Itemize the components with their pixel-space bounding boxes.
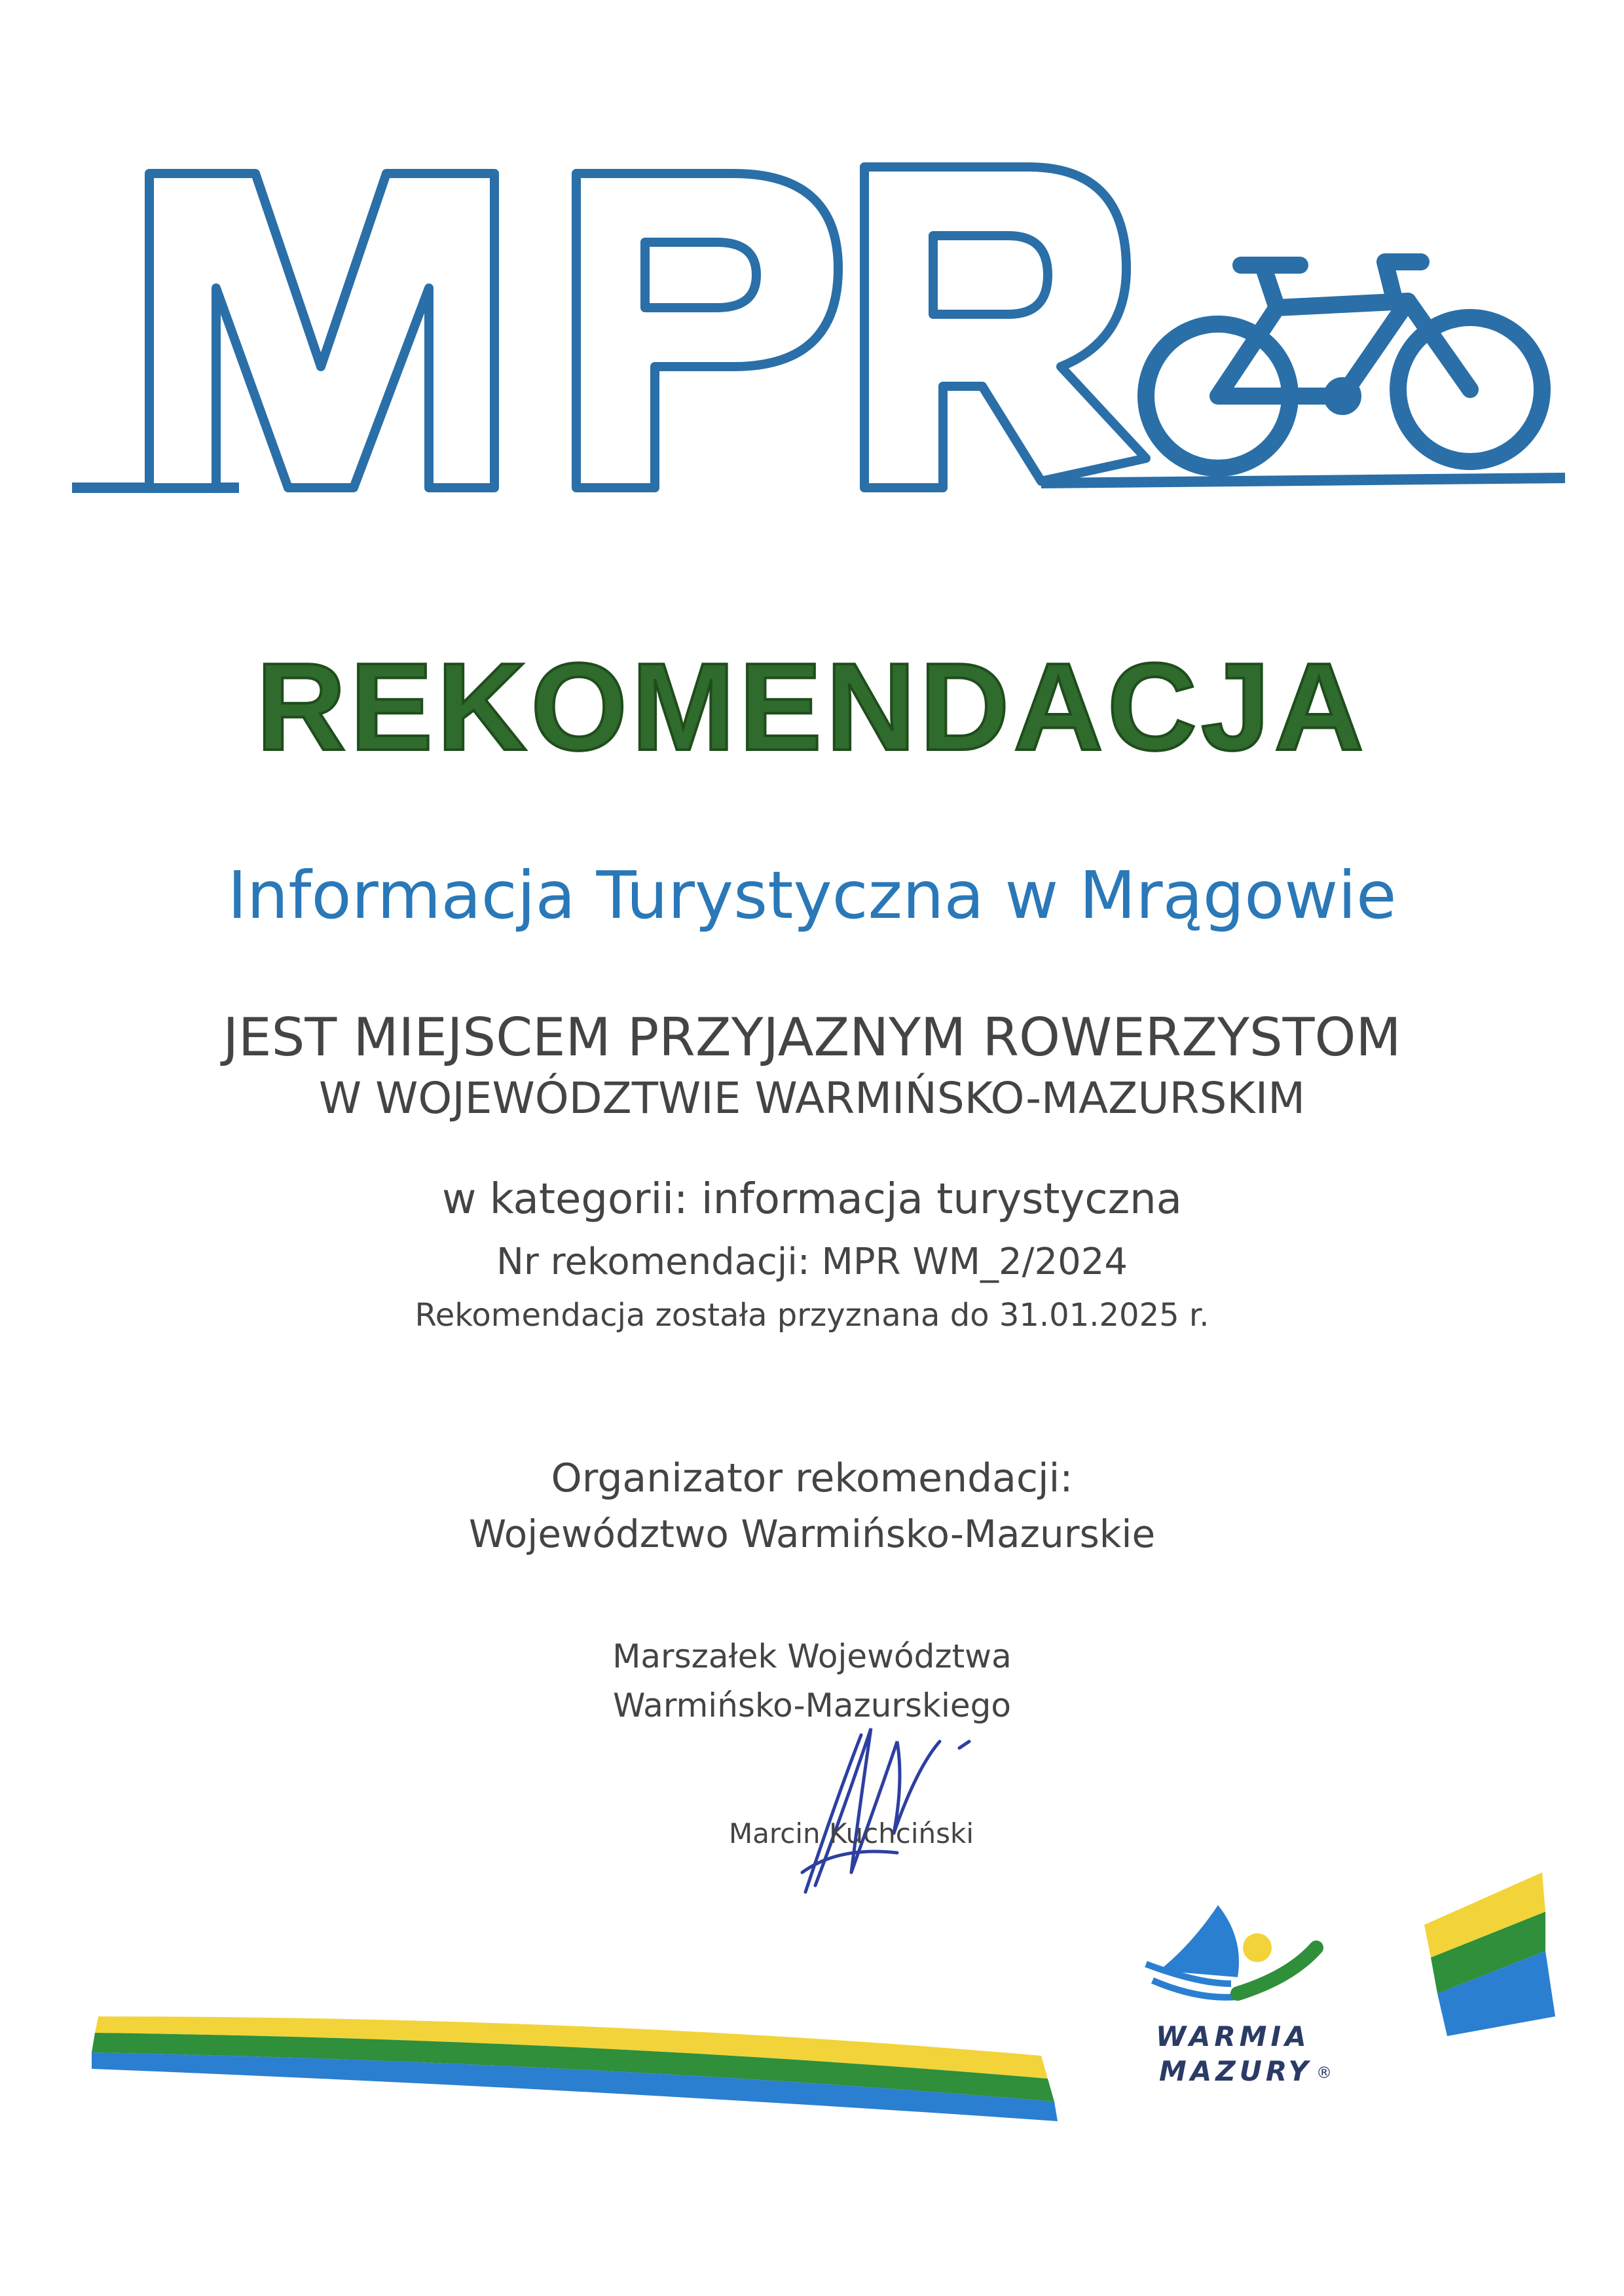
recipient-name: Informacja Turystyczna w Mrągowie — [227, 857, 1397, 934]
validity-line: Rekomendacja została przyznana do 31.01.2025 r. — [415, 1297, 1209, 1334]
signatory-name: Marcin Kuchciński — [728, 1817, 974, 1850]
bicycle-icon — [1146, 262, 1542, 468]
recommendation-number: Nr rekomendacji: MPR WM_2/2024 — [496, 1241, 1128, 1283]
organizer-name: Województwo Warmińsko-Mazurskie — [468, 1512, 1156, 1556]
region-logo-line-2: MAZURY — [1159, 2055, 1312, 2087]
signatory-title-2: Warmińsko-Mazurskiego — [613, 1686, 1011, 1724]
corner-stripes — [1424, 1872, 1555, 2036]
mpr-wordmark — [149, 167, 1146, 488]
category-line: w kategorii: informacja turystyczna — [442, 1175, 1182, 1224]
warmia-mazury-sail-icon — [1146, 1905, 1316, 1997]
registered-mark: ® — [1316, 2064, 1332, 2082]
recommendation-heading: REKOMENDACJA — [256, 638, 1368, 776]
signature-scribble — [802, 1728, 969, 1892]
statement-line-1: JEST MIEJSCEM PRZYJAZNYM ROWERZYSTOM — [223, 1007, 1401, 1068]
organizer-label: Organizator rekomendacji: — [551, 1455, 1073, 1501]
signatory-title-1: Marszałek Województwa — [612, 1637, 1012, 1675]
statement-line-2: W WOJEWÓDZTWIE WARMIŃSKO-MAZURSKIM — [318, 1073, 1306, 1123]
region-logo-line-1: WARMIA — [1156, 2020, 1310, 2052]
bottom-stripes — [92, 2016, 1058, 2121]
